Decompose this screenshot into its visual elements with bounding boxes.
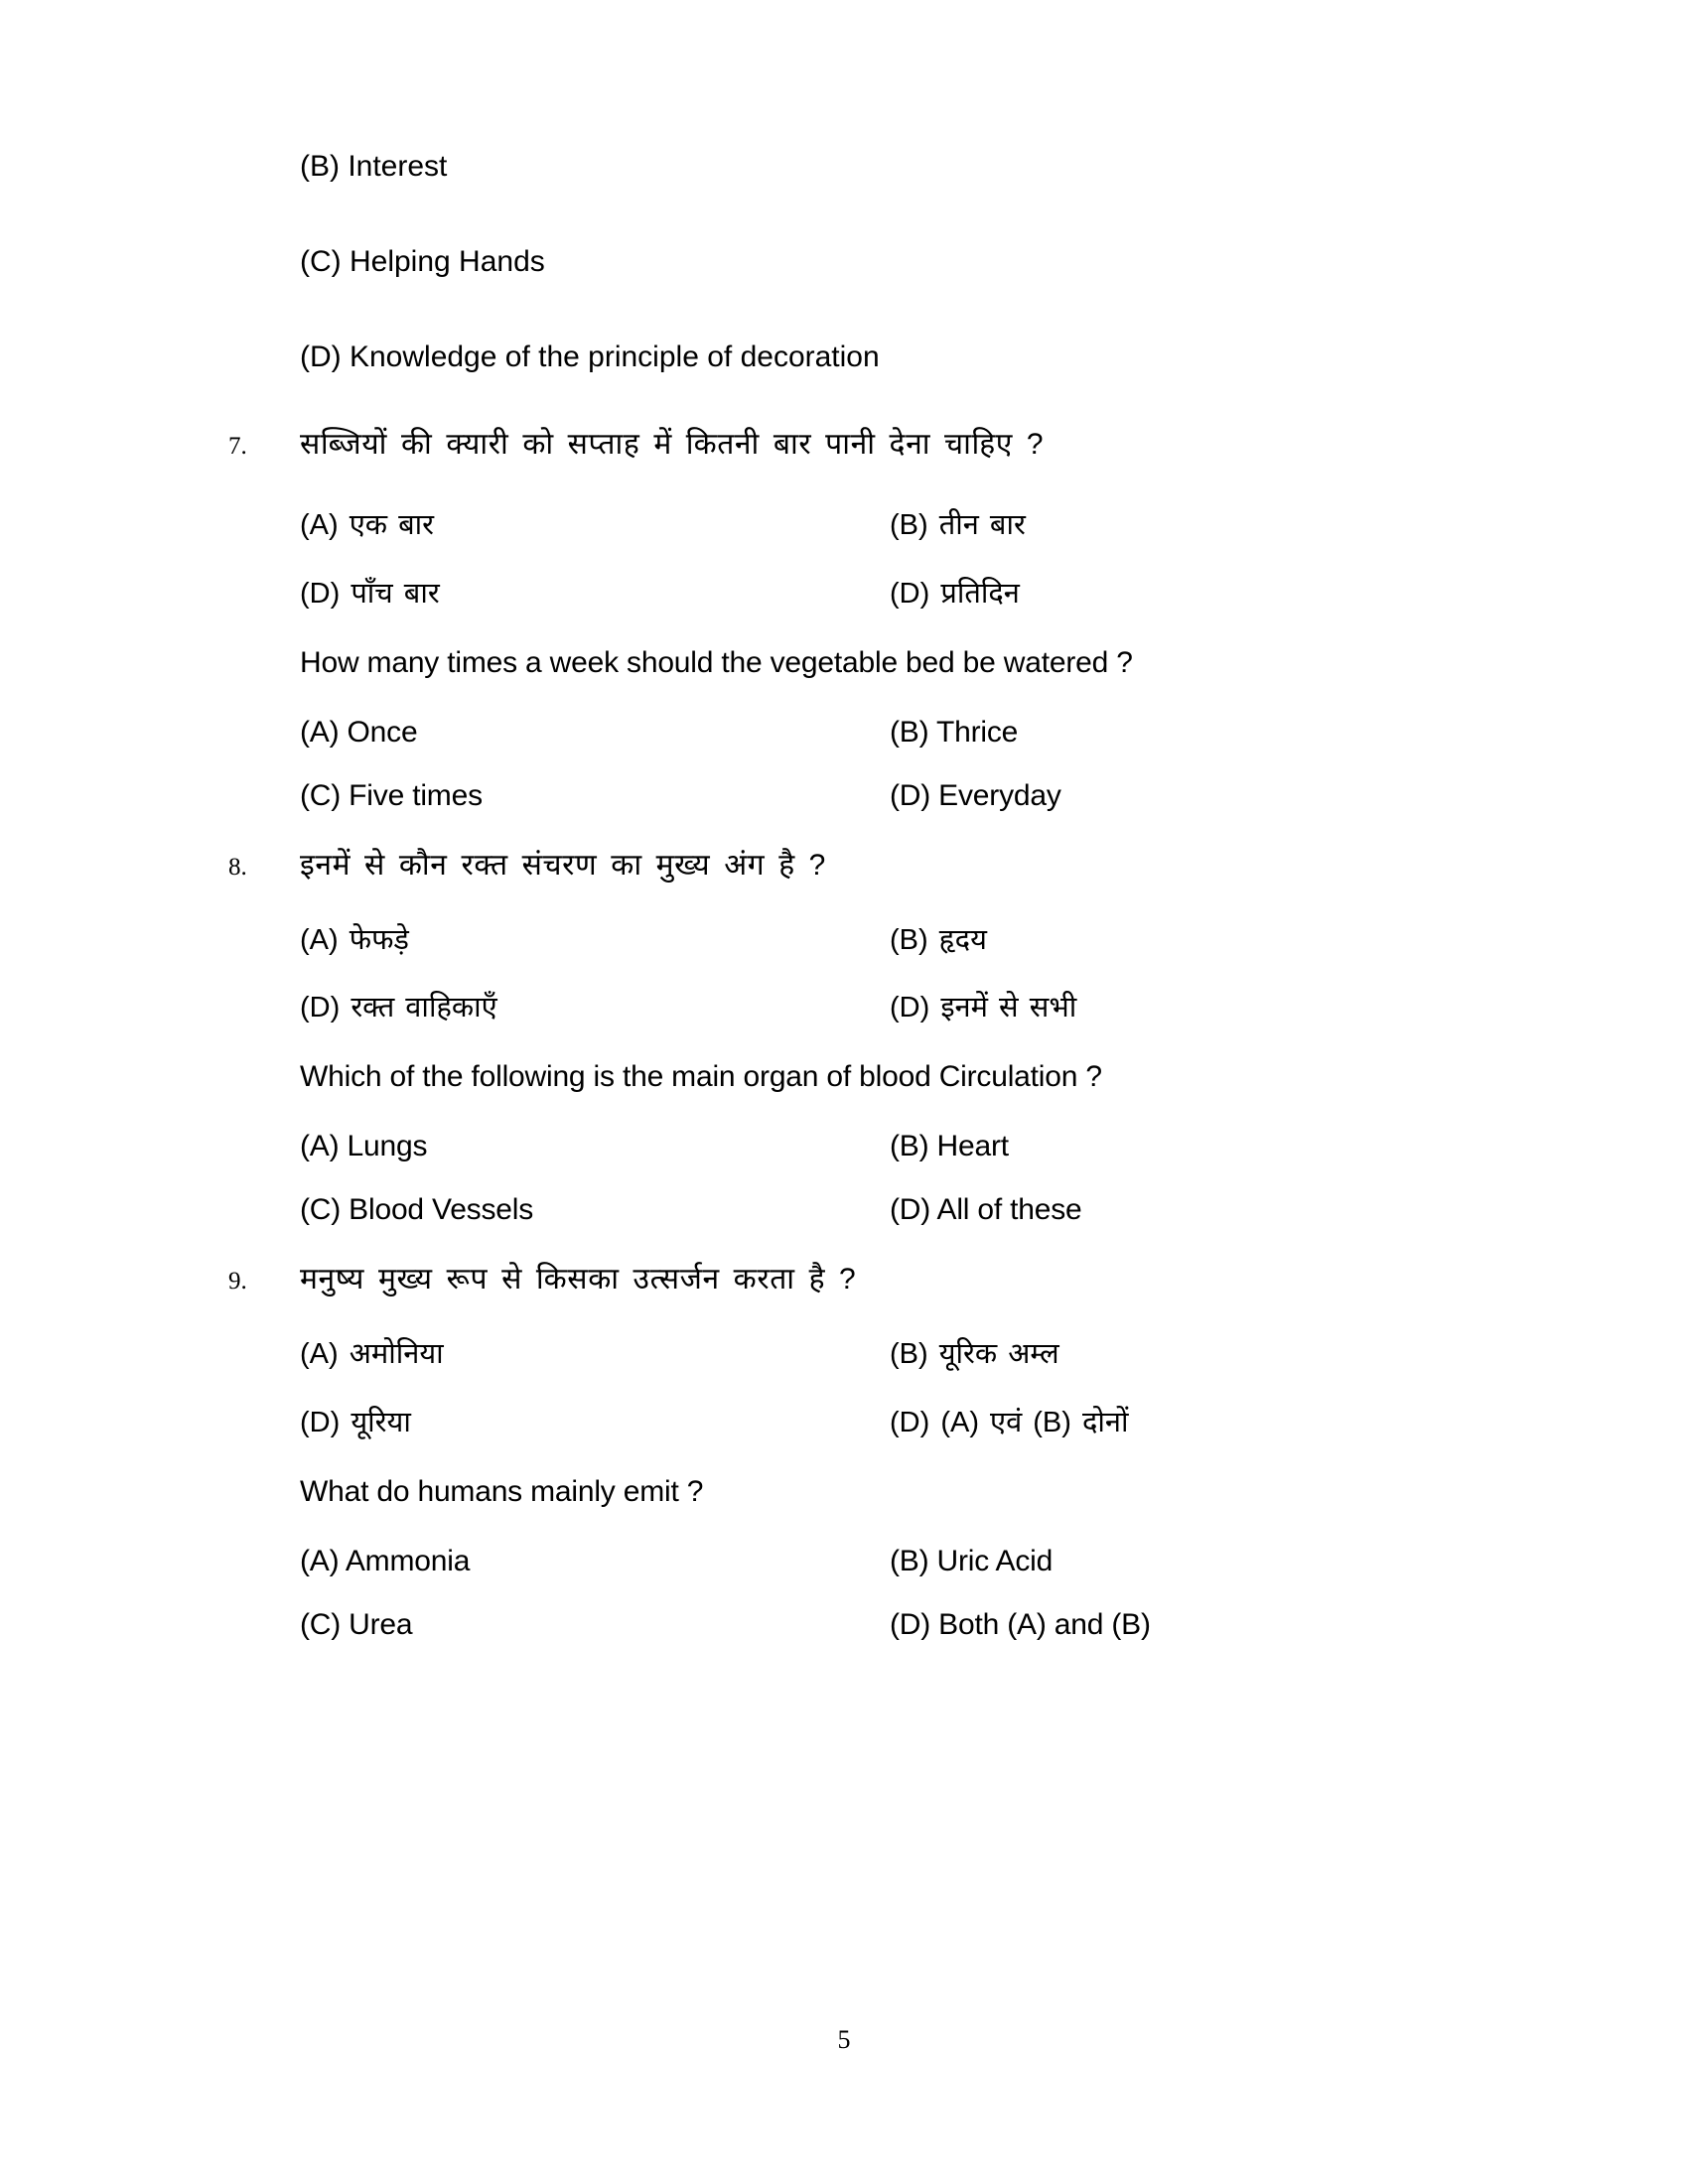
question-9-english-options-row-1 — [228, 1544, 1479, 1579]
option-a-hindi[interactable]: (A) अमोनिया — [300, 1338, 444, 1371]
option-a-english[interactable]: (A) Ammonia — [300, 1544, 471, 1577]
option-c-english[interactable]: (C) Urea — [300, 1607, 413, 1641]
question-8-english-text-row — [228, 1059, 1479, 1095]
question-number: 8. — [228, 853, 247, 881]
question-number: 7. — [228, 433, 247, 460]
question-8-english-options-row-2 — [228, 1192, 1479, 1228]
option-a-hindi[interactable]: (A) फेफड़े — [300, 923, 409, 956]
option-d-english[interactable]: (D) Both (A) and (B) — [890, 1607, 1151, 1641]
carryover-option: (D) Knowledge of the principle of decoration — [300, 341, 880, 373]
option-d-hindi[interactable]: (D) (A) एवं (B) दोनों — [890, 1406, 1129, 1438]
question-7-hindi-options-row-1 — [228, 508, 1479, 543]
option-a-english[interactable]: (A) Lungs — [300, 1130, 428, 1163]
option-b-hindi[interactable]: (B) तीन बार — [890, 509, 1026, 541]
question-text-english: Which of the following is the main organ of blood Circulation ? — [300, 1060, 1102, 1094]
question-9-english-options-row-2 — [228, 1607, 1479, 1643]
option-c-english[interactable]: (C) Five times — [300, 778, 483, 812]
question-9-hindi-options-row-1 — [228, 1337, 1479, 1372]
option-b-english[interactable]: (B) Thrice — [890, 715, 1019, 749]
option-c-hindi[interactable]: (D) रक्त वाहिकाएँ — [300, 992, 497, 1024]
question-7-english-options-row-2 — [228, 778, 1479, 814]
question-9 — [228, 1262, 1479, 1297]
question-text-english: What do humans mainly emit ? — [300, 1474, 704, 1508]
question-7-hindi-options-row-2 — [228, 577, 1479, 612]
question-8-english-options-row-1 — [228, 1129, 1479, 1164]
option-b-hindi[interactable]: (B) हृदय — [890, 923, 987, 956]
carryover-option: (B) Interest — [300, 150, 448, 183]
option-d-english[interactable]: (D) All of these — [890, 1193, 1082, 1227]
option-b-english[interactable]: (B) Uric Acid — [890, 1544, 1054, 1577]
question-7 — [228, 427, 1479, 463]
question-text-hindi: मनुष्य मुख्य रूप से किसका उत्सर्जन करता है ? — [300, 1263, 857, 1297]
question-text-english: How many times a week should the vegetable bed be watered ? — [300, 645, 1133, 679]
option-c-english[interactable]: (C) Blood Vessels — [300, 1193, 534, 1227]
option-a-english[interactable]: (A) Once — [300, 715, 418, 749]
option-c-hindi[interactable]: (D) यूरिया — [300, 1406, 411, 1438]
page-number: 5 — [837, 2025, 851, 2054]
carryover-option: (C) Helping Hands — [300, 245, 545, 278]
question-text-hindi: सब्जियों की क्यारी को सप्ताह में कितनी बार पानी देना चाहिए ? — [300, 428, 1045, 461]
option-b-hindi[interactable]: (B) यूरिक अम्ल — [890, 1338, 1059, 1371]
question-8-hindi-options-row-2 — [228, 991, 1479, 1025]
question-7-english-options-row-1 — [228, 715, 1479, 751]
option-d-hindi[interactable]: (D) प्रतिदिन — [890, 577, 1020, 610]
question-text-hindi: इनमें से कौन रक्त संचरण का मुख्य अंग है ? — [300, 848, 826, 882]
option-a-hindi[interactable]: (A) एक बार — [300, 509, 435, 541]
option-d-english[interactable]: (D) Everyday — [890, 778, 1061, 812]
question-9-english-text-row — [228, 1474, 1479, 1510]
question-9-hindi-options-row-2 — [228, 1406, 1479, 1440]
option-b-english[interactable]: (B) Heart — [890, 1130, 1009, 1163]
question-7-english-text-row — [228, 645, 1479, 681]
option-c-hindi[interactable]: (D) पाँच बार — [300, 577, 440, 610]
question-8 — [228, 848, 1479, 884]
question-number: 9. — [228, 1268, 247, 1296]
question-8-hindi-options-row-1 — [228, 923, 1479, 958]
option-d-hindi[interactable]: (D) इनमें से सभी — [890, 992, 1077, 1024]
